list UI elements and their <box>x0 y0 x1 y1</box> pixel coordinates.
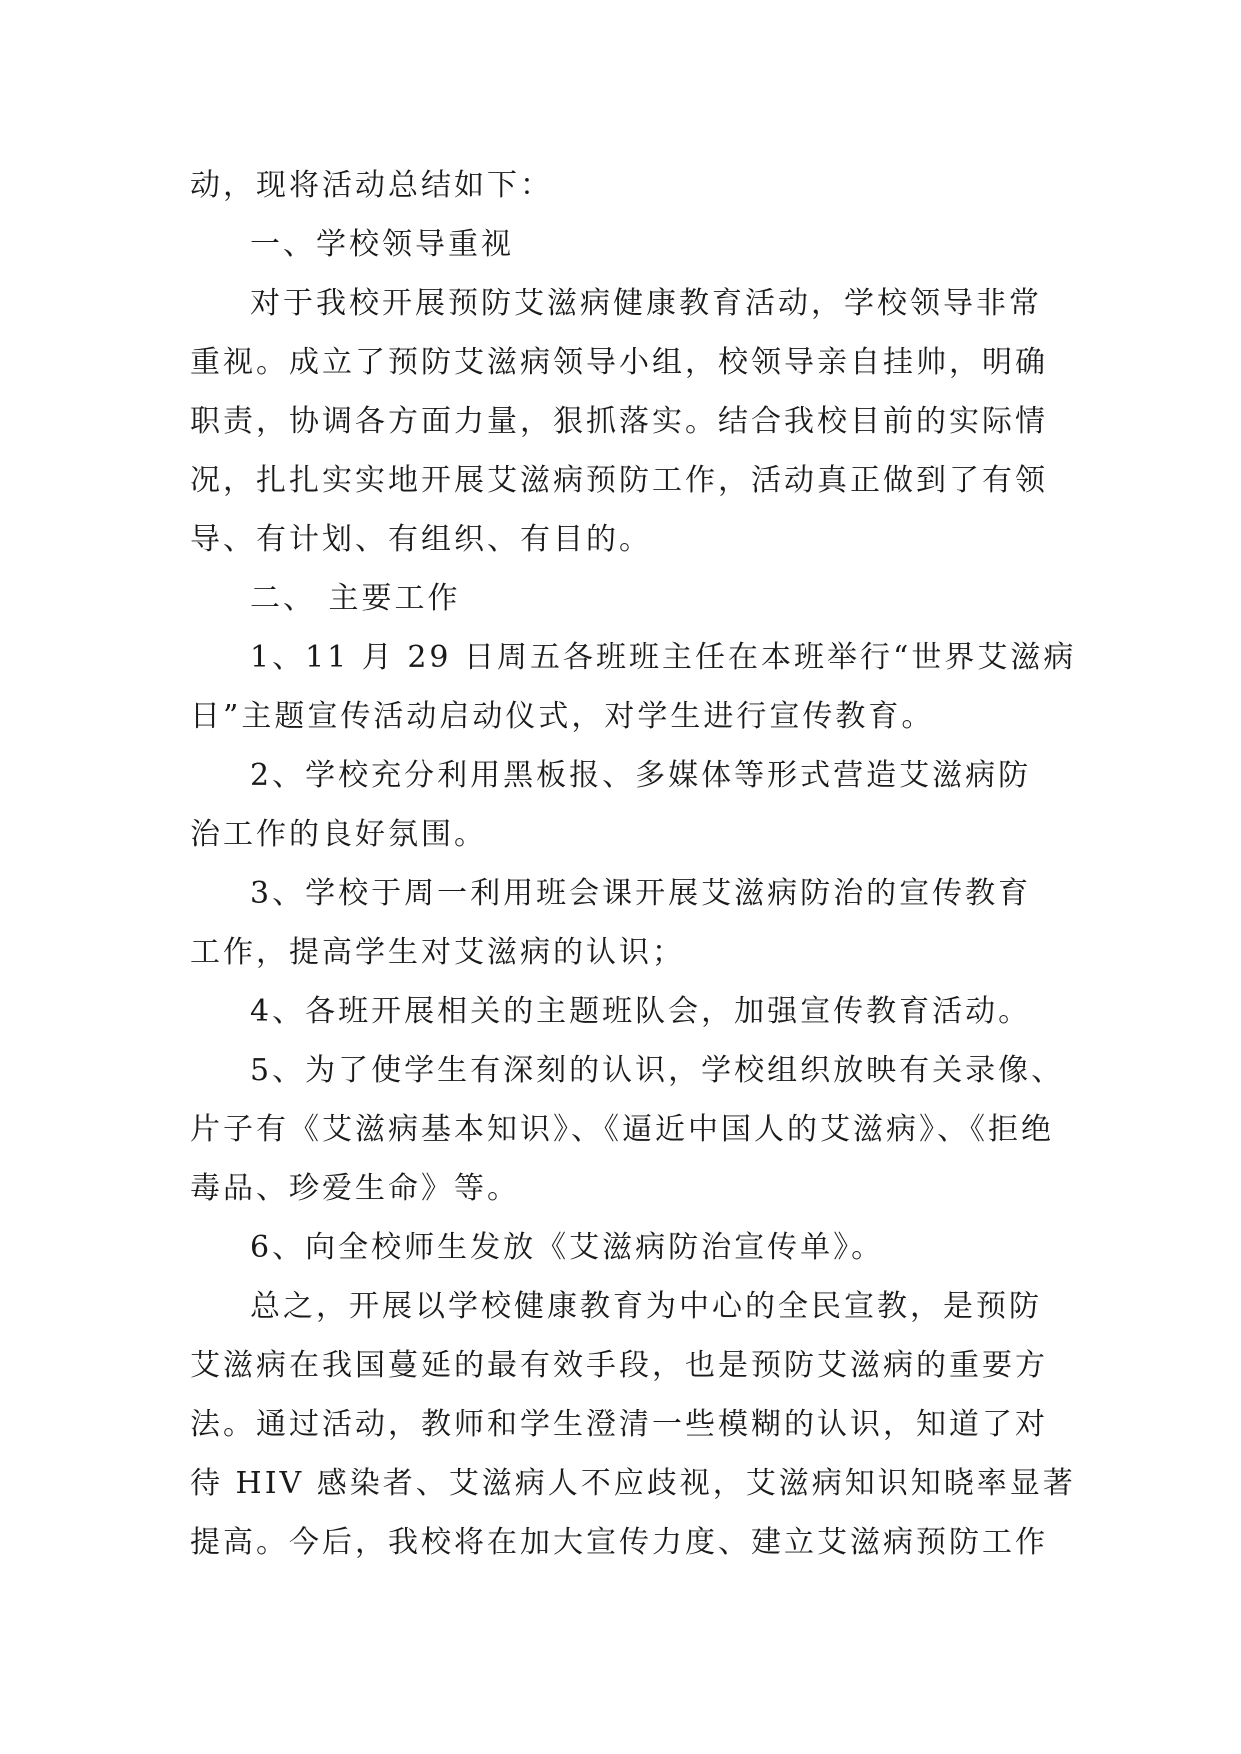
list-item-continuation: 治工作的良好氛围。 <box>190 817 487 852</box>
paragraph-line: 法。通过活动，教师和学生澄清一些模糊的认识，知道了对 <box>190 1407 1048 1442</box>
list-item-continuation: 工作，提高学生对艾滋病的认识； <box>190 935 685 970</box>
paragraph-line: 导、有计划、有组织、有目的。 <box>190 522 652 557</box>
body-line: 动，现将活动总结如下： <box>190 168 553 203</box>
list-item: 6、向全校师生发放《艾滋病防治宣传单》。 <box>250 1230 885 1265</box>
paragraph-line: 待 HIV 感染者、艾滋病人不应歧视，艾滋病知识知晓率显著 <box>190 1466 1076 1501</box>
paragraph-line: 职责，协调各方面力量，狠抓落实。结合我校目前的实际情 <box>190 404 1048 439</box>
list-item: 3、学校于周一利用班会课开展艾滋病防治的宣传教育 <box>250 876 1032 911</box>
paragraph-line: 艾滋病在我国蔓延的最有效手段，也是预防艾滋病的重要方 <box>190 1348 1048 1383</box>
section-heading: 一、学校领导重视 <box>250 227 514 262</box>
section-heading: 二、 主要工作 <box>250 581 461 616</box>
list-item: 1、11 月 29 日周五各班班主任在本班举行“世界艾滋病 <box>250 640 1077 675</box>
list-item-continuation: 毒品、珍爱生命》等。 <box>190 1171 520 1206</box>
document-body <box>190 156 1077 1572</box>
paragraph-line: 总之，开展以学校健康教育为中心的全民宣教，是预防 <box>250 1289 1042 1324</box>
paragraph-line: 重视。成立了预防艾滋病领导小组，校领导亲自挂帅，明确 <box>190 345 1048 380</box>
paragraph-line: 对于我校开展预防艾滋病健康教育活动，学校领导非常 <box>250 286 1042 321</box>
list-item: 5、为了使学生有深刻的认识，学校组织放映有关录像、 <box>250 1053 1065 1088</box>
paragraph-line: 提高。今后，我校将在加大宣传力度、建立艾滋病预防工作 <box>190 1525 1048 1560</box>
list-item: 2、学校充分利用黑板报、多媒体等形式营造艾滋病防 <box>250 758 1032 793</box>
list-item: 4、各班开展相关的主题班队会，加强宣传教育活动。 <box>250 994 1032 1029</box>
list-item-continuation: 片子有《艾滋病基本知识》、《逼近中国人的艾滋病》、《拒绝 <box>190 1112 1054 1147</box>
paragraph-line: 况，扎扎实实地开展艾滋病预防工作，活动真正做到了有领 <box>190 463 1048 498</box>
list-item-continuation: 日”主题宣传活动启动仪式，对学生进行宣传教育。 <box>190 699 935 734</box>
